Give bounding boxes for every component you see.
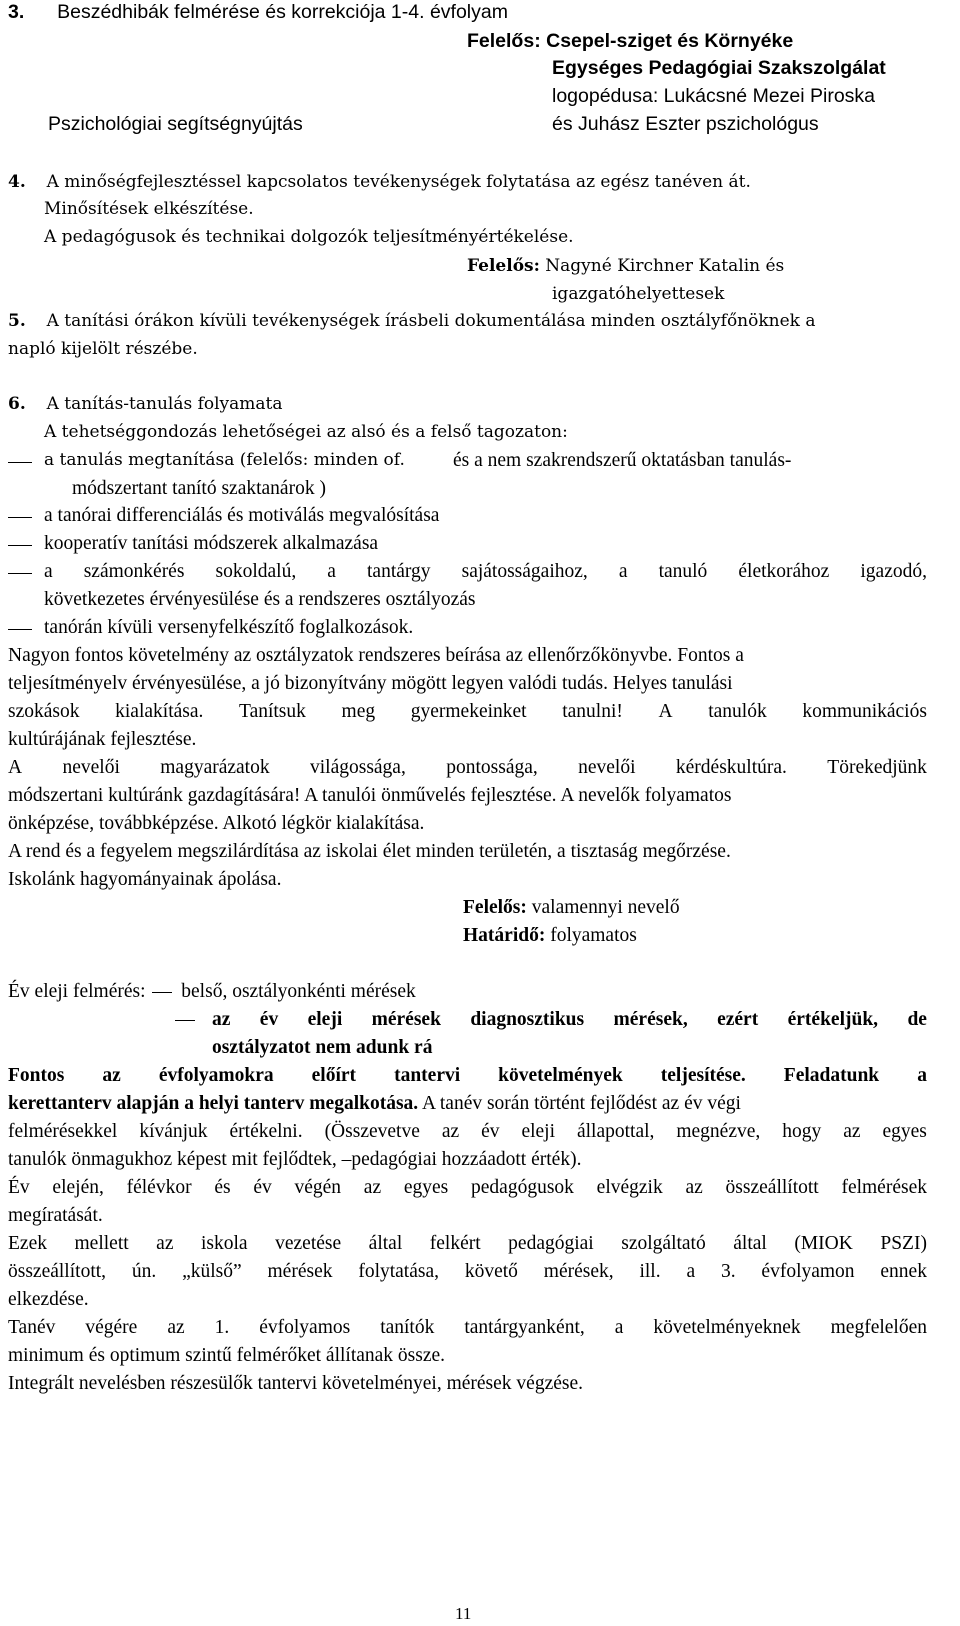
word: értékeljük, [787, 1009, 879, 1030]
para1-line2: teljesítményelv érvényesülése, a jó bizonyítvány mögött legyen valódi tudás. Helyes tanulási [8, 673, 733, 694]
integrated-line: Integrált nevelésben részesülők tantervi követelményei, mérések végzése. [8, 1373, 584, 1394]
word: az [212, 1009, 231, 1030]
requirements-line2 [8, 1094, 741, 1114]
word: Ezek [8, 1233, 47, 1254]
word: Év [8, 1177, 30, 1198]
word: A [8, 757, 23, 778]
word: ún. [131, 1261, 157, 1282]
deadline [463, 926, 637, 946]
word: és [214, 1177, 231, 1198]
section-5-line1 [8, 313, 816, 330]
bullet-2: a tanórai differenciálás és motiválás megvalósítása [44, 505, 440, 526]
semester-line1 [8, 1178, 927, 1198]
word: tanulók [708, 701, 767, 722]
initial-assessment-label: Év eleji felmérés: [8, 981, 146, 1002]
requirements-rest: A tanév során történt fejlődést az év végi [421, 1093, 741, 1114]
yearend-line2: minimum és optimum szintű felmérőket állítanak össze. [8, 1345, 446, 1366]
responsible-org-line2: Egységes Pedagógiai Szakszolgálat [552, 57, 886, 79]
word: világossága, [309, 757, 406, 778]
section-4-responsible [467, 258, 784, 275]
para2-line1 [8, 758, 927, 778]
external-line2 [8, 1262, 927, 1282]
word: Feladatunk [783, 1065, 880, 1086]
word: összeállított, [8, 1261, 107, 1282]
word: az [441, 1121, 460, 1142]
word: évfolyamos [259, 1317, 351, 1338]
word: (MIOK [794, 1233, 853, 1254]
word: előírt [311, 1065, 357, 1086]
word: tantárgyanként, [464, 1317, 585, 1338]
word: szokások [8, 701, 80, 722]
word: sajátosságaihoz, [461, 561, 588, 582]
word: az [363, 1177, 382, 1198]
responsible-all [463, 898, 680, 918]
word: eleji [521, 1121, 556, 1142]
word: Fontos [8, 1065, 65, 1086]
word: tanulni! [562, 701, 623, 722]
para2-line2: módszertani kultúránk gazdagítására! A tanulói önművelés fejlesztése. A nevelők folyamatos [8, 785, 732, 806]
para3-line1: A rend és a fegyelem megszilárdítása az iskolai élet minden területén, a tisztaság megőrzése. [8, 841, 731, 862]
word: PSZI) [880, 1233, 927, 1254]
word: ill. [639, 1261, 661, 1282]
word: az [102, 1065, 121, 1086]
word: pedagógusok [471, 1177, 574, 1198]
requirements-line4: tanulók önmagukhoz képest mit fejlődtek, –pedagógiai hozzáadott érték). [8, 1149, 582, 1170]
word: meg [341, 701, 376, 722]
word: elején, [52, 1177, 104, 1198]
section-3-heading [8, 3, 508, 23]
section-title: Beszédhibák felmérése és korrekciója 1-4. évfolyam [57, 1, 508, 23]
word: Törekedjünk [827, 757, 927, 778]
word: tanuló [658, 561, 708, 582]
bold-statement-line2: osztályzatot nem adunk rá [212, 1037, 433, 1058]
word: vezetése [275, 1233, 342, 1254]
word: végére [85, 1317, 138, 1338]
section-4-line1 [8, 174, 751, 191]
word: hogy [782, 1121, 822, 1142]
word: követelmények [498, 1065, 623, 1086]
word: Tanév [8, 1317, 56, 1338]
responsible-label: Felelős: [463, 897, 527, 918]
section-6-intro: A tehetséggondozás lehetőségei az alsó és a felső tagozaton: [44, 422, 568, 442]
word: gyermekeinket [410, 701, 527, 722]
word: megnézve, [676, 1121, 761, 1142]
word: nevelői [62, 757, 120, 778]
word: évfolyamokra [158, 1065, 274, 1086]
bullet-5: tanórán kívüli versenyfelkészítő foglalkozások. [44, 617, 414, 638]
word: tantárgy [367, 561, 431, 582]
word: felmérésekkel [8, 1121, 118, 1142]
word: iskola [201, 1233, 248, 1254]
word: követelményeknek [653, 1317, 801, 1338]
section-4-line2: Minősítések elkészítése. [44, 199, 254, 219]
dash-separator [152, 992, 172, 993]
para3-line2: Iskolánk hagyományainak ápolása. [8, 869, 282, 890]
word: mellett [74, 1233, 129, 1254]
word: elvégzik [596, 1177, 663, 1198]
word: kérdéskultúra. [675, 757, 787, 778]
section-4-text: A minőségfejlesztéssel kapcsolatos tevékenységek folytatása az egész tanéven át. [46, 172, 751, 192]
word: szolgáltató [621, 1233, 706, 1254]
dash-bullet [8, 545, 32, 546]
deadline-value: folyamatos [550, 925, 637, 946]
dash-bullet [175, 1020, 195, 1021]
word: de [907, 1009, 927, 1030]
word: „külső” [182, 1261, 242, 1282]
word: ezért [717, 1009, 759, 1030]
word: egyes [882, 1121, 927, 1142]
bullet-3: kooperatív tanítási módszerek alkalmazása [44, 533, 379, 554]
word: a [44, 561, 53, 582]
word: a [917, 1065, 927, 1086]
dash-bullet [8, 573, 32, 574]
psychology-support-label: Pszichológiai segítségnyújtás [48, 113, 303, 135]
external-line3: elkezdése. [8, 1289, 89, 1310]
word: igazodó, [860, 561, 927, 582]
word: év [481, 1121, 500, 1142]
word: évfolyamon [761, 1261, 855, 1282]
word: 3. [720, 1261, 736, 1282]
word: teljesítése. [660, 1065, 746, 1086]
word: felkért [429, 1233, 481, 1254]
bullet-1-part-a: a tanulás megtanítása (felelős: minden of. [44, 450, 405, 470]
word: megfelelően [830, 1317, 927, 1338]
section-5-text: A tanítási órákon kívüli tevékenységek írásbeli dokumentálása minden osztályfőnöknek a [46, 311, 816, 331]
section-6-heading [8, 396, 283, 413]
word: ennek [880, 1261, 927, 1282]
bullet-4-line2: következetes érvényesülése és a rendszeres osztályozás [44, 589, 476, 610]
word: A [658, 701, 673, 722]
word: sokoldalú, [215, 561, 297, 582]
word: összeállított [725, 1177, 819, 1198]
responsible-person-line2: és Juhász Eszter pszichológus [552, 113, 819, 135]
initial-assessment [8, 982, 416, 1002]
word: folytatása, [358, 1261, 440, 1282]
word: az [685, 1177, 703, 1198]
word: kommunikációs [802, 701, 927, 722]
requirements-bold: kerettanterv alapján a helyi tanterv megalkotása. [8, 1093, 419, 1114]
bullet-1-part-b: és a nem szakrendszerű oktatásban tanulás- [453, 450, 792, 471]
word: az [167, 1317, 185, 1338]
section-number: 5. [8, 311, 26, 331]
word: 1. [214, 1317, 230, 1338]
word: a [614, 1317, 624, 1338]
word: számonkérés [83, 561, 185, 582]
section-5-line2: napló kijelölt részébe. [8, 339, 198, 359]
para1-line4: kultúrájának fejlesztése. [8, 729, 197, 750]
yearend-line1 [8, 1318, 927, 1338]
word: kialakítása. [115, 701, 204, 722]
section-number: 6. [8, 394, 26, 414]
bullet-1-part-c: módszertant tanító szaktanárok ) [72, 478, 326, 499]
section-4-line3: A pedagógusok és technikai dolgozók teljesítményértékelése. [44, 227, 574, 247]
para2-line3: önképzése, továbbképzése. Alkotó légkör kialakítása. [8, 813, 425, 834]
word: felmérések [841, 1177, 927, 1198]
responsible-org: Csepel-sziget és Környéke [546, 30, 794, 52]
deadline-label: Határidő: [463, 925, 546, 946]
word: állapottal, [576, 1121, 655, 1142]
word: mérések, [613, 1009, 688, 1030]
responsible-label: Felelős: [467, 256, 540, 276]
word: kívánjuk [139, 1121, 208, 1142]
word: a [618, 561, 628, 582]
external-line1 [8, 1234, 927, 1254]
word: által [368, 1233, 403, 1254]
bullet-4-line1 [44, 562, 927, 582]
word: magyarázatok [160, 757, 270, 778]
word: év [259, 1009, 279, 1030]
word: által [733, 1233, 767, 1254]
word: (Összevetve [324, 1121, 420, 1142]
para1-line3 [8, 702, 927, 722]
word: az [156, 1233, 174, 1254]
word: mérések [267, 1261, 333, 1282]
word: az [843, 1121, 861, 1142]
word: pontossága, [446, 757, 538, 778]
initial-assessment-value: belső, osztályonkénti mérések [181, 981, 416, 1002]
word: diagnosztikus [470, 1009, 585, 1030]
semester-line2: megíratását. [8, 1205, 103, 1226]
word: pedagógiai [508, 1233, 594, 1254]
word: Tanítsuk [239, 701, 306, 722]
para1-line1: Nagyon fontos követelmény az osztályzatok rendszeres beírása az ellenőrzőkönyvbe. Fontos a [8, 645, 744, 666]
bold-statement-line1 [212, 1010, 927, 1030]
section-6-title: A tanítás-tanulás folyamata [46, 394, 283, 414]
word: végén [294, 1177, 342, 1198]
word: a [327, 561, 336, 582]
dash-bullet [8, 462, 32, 463]
responsible-person-line1: logopédusa: Lukácsné Mezei Piroska [552, 85, 876, 107]
word: mérések, [543, 1261, 614, 1282]
dash-bullet [8, 629, 32, 630]
word: értékelni. [229, 1121, 303, 1142]
word: tantervi [394, 1065, 461, 1086]
requirements-line3 [8, 1122, 927, 1142]
responsible-value: valamennyi nevelő [531, 897, 680, 918]
section-3-responsible [467, 32, 793, 52]
word: életkorához [738, 561, 830, 582]
page-number: 11 [455, 1604, 472, 1623]
word: követő [464, 1261, 518, 1282]
word: a [686, 1261, 696, 1282]
word: nevelői [578, 757, 636, 778]
dash-bullet [8, 517, 32, 518]
responsible-value: Nagyné Kirchner Katalin és [545, 256, 785, 276]
word: félévkor [126, 1177, 192, 1198]
word: egyes [403, 1177, 449, 1198]
section-4-responsible-line2: igazgatóhelyettesek [552, 284, 725, 304]
section-number: 3. [8, 1, 25, 23]
responsible-label: Felelős: [467, 30, 541, 52]
word: eleji [307, 1009, 343, 1030]
word: mérések [371, 1009, 441, 1030]
requirements-line1 [8, 1066, 927, 1086]
word: tanítók [380, 1317, 435, 1338]
word: év [253, 1177, 272, 1198]
section-number: 4. [8, 172, 26, 192]
